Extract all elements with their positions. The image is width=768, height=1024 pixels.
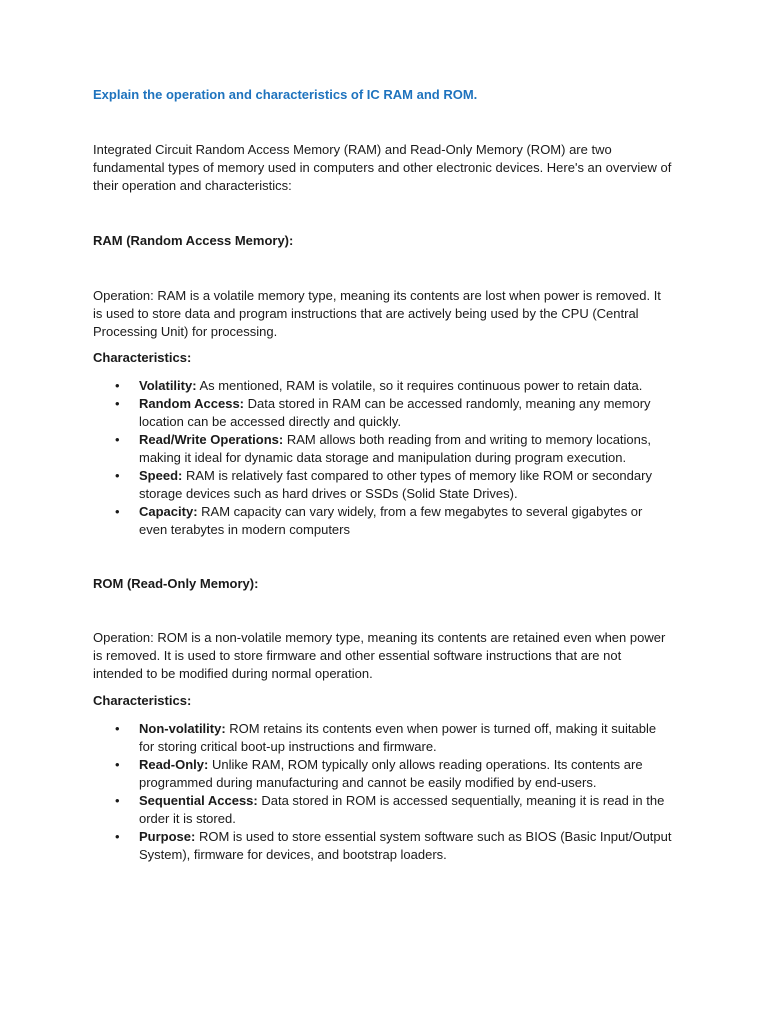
list-item [93, 395, 673, 431]
bullet-icon: • [115, 468, 120, 483]
rom-heading: ROM (Read-Only Memory): [93, 576, 259, 591]
list-item-term: Purpose: [139, 829, 196, 844]
list-item-text: RAM capacity can vary widely, from a few megabytes to several gigabytes or even terabytes in modern computers [139, 504, 643, 537]
bullet-icon: • [115, 721, 120, 736]
list-item-text: RAM is relatively fast compared to other types of memory like ROM or secondary storage devices such as hard drives or SSDs (Solid State Drives). [139, 468, 652, 501]
list-item-term: Non-volatility: [139, 721, 226, 736]
bullet-icon: • [115, 378, 120, 393]
bullet-icon: • [115, 757, 120, 772]
list-item-text: ROM retains its contents even when power is turned off, making it suitable for storing critical boot-up instructions and firmware. [139, 721, 657, 754]
list-item [93, 720, 673, 756]
list-item [93, 377, 673, 395]
list-item [93, 828, 673, 864]
list-item [93, 431, 673, 467]
list-item [93, 467, 673, 503]
bullet-icon: • [115, 432, 120, 447]
list-item-text: RAM allows both reading from and writing to memory locations, making it ideal for dynamic data storage and manipulation during program execution. [139, 432, 651, 465]
list-item [93, 503, 673, 539]
document-title: Explain the operation and characteristics of IC RAM and ROM. [93, 87, 478, 102]
rom-characteristics-list [93, 720, 673, 864]
bullet-icon: • [115, 793, 120, 808]
ram-heading: RAM (Random Access Memory): [93, 233, 294, 248]
list-item-term: Read-Only: [139, 757, 209, 772]
ram-characteristics-list [93, 377, 673, 539]
list-item-term: Volatility: [139, 378, 197, 393]
rom-characteristics-heading: Characteristics: [93, 693, 192, 708]
intro-paragraph: Integrated Circuit Random Access Memory (RAM) and Read-Only Memory (ROM) are two fundamental types of memory used in computers and other electronic devices. Here's an overview of their operation and characteristics: [93, 142, 672, 193]
list-item-term: Read/Write Operations: [139, 432, 284, 447]
bullet-icon: • [115, 396, 120, 411]
bullet-icon: • [115, 504, 120, 519]
rom-operation-paragraph: Operation: ROM is a non-volatile memory type, meaning its contents are retained even when power is removed. It is used to store firmware and other essential software instructions that are not intended to be modified during normal operation. [93, 630, 666, 681]
list-item-text: Unlike RAM, ROM typically only allows reading operations. Its contents are programmed during manufacturing and cannot be easily modified by end-users. [139, 757, 643, 790]
list-item-text: Data stored in ROM is accessed sequentially, meaning it is read in the order it is stored. [139, 793, 665, 826]
list-item-text: As mentioned, RAM is volatile, so it requires continuous power to retain data. [196, 378, 643, 393]
bullet-icon: • [115, 829, 120, 844]
ram-operation-paragraph: Operation: RAM is a volatile memory type, meaning its contents are lost when power is removed. It is used to store data and program instructions that are actively being used by the CPU (Central Processing Unit) for processing. [93, 288, 661, 339]
list-item-term: Random Access: [139, 396, 244, 411]
list-item [93, 756, 673, 792]
list-item [93, 792, 673, 828]
ram-characteristics-heading: Characteristics: [93, 350, 192, 365]
list-item-text: Data stored in RAM can be accessed randomly, meaning any memory location can be accessed directly and quickly. [139, 396, 651, 429]
list-item-term: Capacity: [139, 504, 198, 519]
list-item-term: Speed: [139, 468, 183, 483]
list-item-term: Sequential Access: [139, 793, 258, 808]
list-item-text: ROM is used to store essential system software such as BIOS (Basic Input/Output System), firmware for devices, and bootstrap loaders. [139, 829, 672, 862]
